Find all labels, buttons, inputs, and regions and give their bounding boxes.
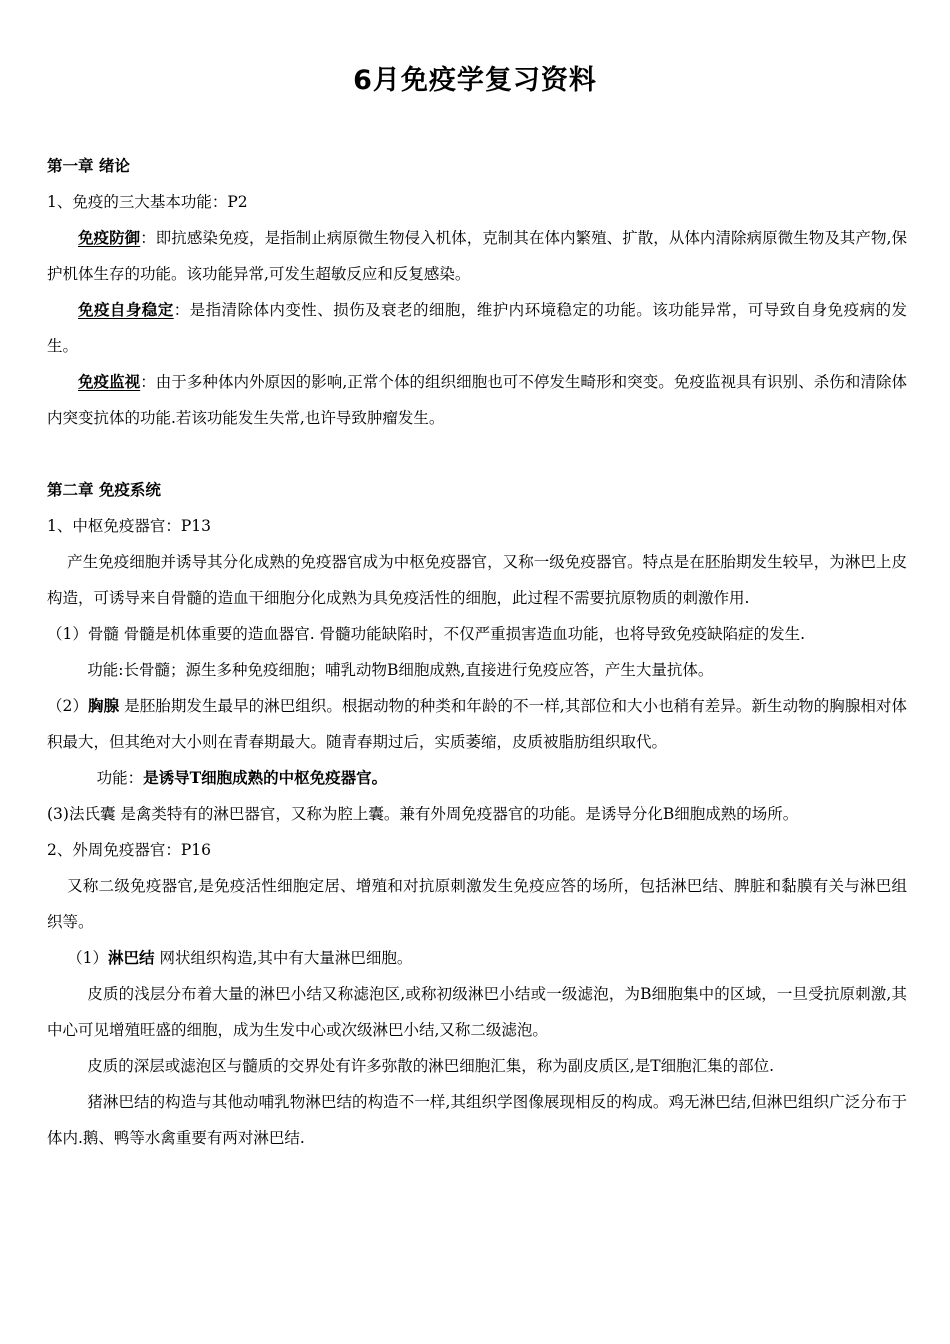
term-immune-homeostasis: 免疫自身稳定 — [78, 300, 174, 319]
document-title: 6月免疫学复习资料 — [353, 65, 597, 96]
paragraph-text: 是胚胎期发生最早的淋巴组织。根据动物的种类和年龄的不一样,其部位和大小也稍有差异。新生动物的胸腺相对体积最大，但其绝对大小则在青春期最大。随青春期过后，实质萎缩，皮质被脂肪组织取代。 — [47, 697, 907, 751]
paragraph-text: ：由于多种体内外原因的影响,正常个体的组织细胞也可不停发生畸形和突变。免疫监视具有识别、杀伤和清除体内突变抗体的功能.若该功能发生失常,也许导致肿瘤发生。 — [47, 373, 907, 427]
ch1-paragraph-homeostasis — [47, 292, 907, 364]
ch2-item-1: 1、中枢免疫器官：P13 — [47, 517, 212, 535]
lymph-number: （1） — [67, 949, 109, 967]
thymus-paragraph — [47, 688, 907, 760]
term-thymus: 胸腺 — [88, 696, 120, 715]
lymph-node-cortex-deep: 皮质的深层或滤泡区与髓质的交界处有许多弥散的淋巴细胞汇集，称为副皮质区,是T细胞汇集的部位. — [87, 1057, 774, 1075]
function-text: 是诱导T细胞成熟的中枢免疫器官。 — [143, 768, 388, 787]
bone-marrow-function: 功能:长骨髓；源生多种免疫细胞；哺乳动物B细胞成熟,直接进行免疫应答，产生大量抗体。 — [87, 661, 714, 679]
term-immune-surveillance: 免疫监视 — [78, 372, 141, 391]
ch2-peripheral-organs-paragraph: 又称二级免疫器官,是免疫活性细胞定居、增殖和对抗原刺激发生免疫应答的场所，包括淋巴结、脾脏和黏膜有关与淋巴组织等。 — [47, 877, 907, 931]
thymus-function — [47, 760, 907, 796]
bone-marrow-paragraph: （1）骨髓 骨髓是机体重要的造血器官. 骨髓功能缺陷时，不仅严重损害造血功能，也将导致免疫缺陷症的发生. — [47, 625, 806, 643]
ch2-central-organs-paragraph: 产生免疫细胞并诱导其分化成熟的免疫器官成为中枢免疫器官，又称一级免疫器官。特点是在胚胎期发生较早，为淋巴上皮构造，可诱导来自骨髓的造血干细胞分化成熟为具免疫活性的细胞，此过程不需要抗原物质的刺激作用. — [47, 553, 907, 607]
function-label: 功能： — [96, 769, 144, 787]
ch2-item-2: 2、外周免疫器官：P16 — [47, 841, 212, 859]
chapter-1-heading: 第一章 绪论 — [47, 156, 130, 175]
term-immune-defense: 免疫防御 — [78, 228, 141, 247]
chapter-2-heading: 第二章 免疫系统 — [47, 480, 161, 499]
lymph-node-cortex-superficial: 皮质的浅层分布着大量的淋巴小结又称滤泡区,或称初级淋巴小结或一级滤泡，为B细胞集中的区域，一旦受抗原刺激,其中心可见增殖旺盛的细胞，成为生发中心或次级淋巴小结,又称二级滤泡。 — [47, 985, 907, 1039]
ch1-paragraph-surveillance — [47, 364, 907, 436]
lymph-node-species: 猪淋巴结的构造与其他动哺乳物淋巴结的构造不一样,其组织学图像展现相反的构成。鸡无淋巴结,但淋巴组织广泛分布于体内.鹅、鸭等水禽重要有两对淋巴结. — [47, 1093, 907, 1147]
paragraph-text: ：是指清除体内变性、损伤及衰老的细胞，维护内环境稳定的功能。该功能异常，可导致自身免疫病的发生。 — [47, 301, 907, 355]
term-lymph-node: 淋巴结 — [108, 948, 155, 967]
thymus-number: （2） — [47, 697, 89, 715]
bursa-paragraph: (3)法氏囊 是禽类特有的淋巴器官，又称为腔上囊。兼有外周免疫器官的功能。是诱导分化B细胞成熟的场所。 — [47, 805, 799, 823]
document-body — [47, 148, 907, 1156]
ch1-item-1: 1、免疫的三大基本功能：P2 — [47, 193, 248, 211]
ch1-paragraph-defense — [47, 220, 907, 292]
paragraph-text: ：即抗感染免疫，是指制止病原微生物侵入机体，克制其在体内繁殖、扩散，从体内清除病原微生物及其产物,保护机体生存的功能。该功能异常,可发生超敏反应和反复感染。 — [47, 229, 907, 283]
paragraph-text: 网状组织构造,其中有大量淋巴细胞。 — [154, 949, 413, 967]
section-spacer — [47, 436, 907, 472]
lymph-node-paragraph — [47, 940, 907, 976]
